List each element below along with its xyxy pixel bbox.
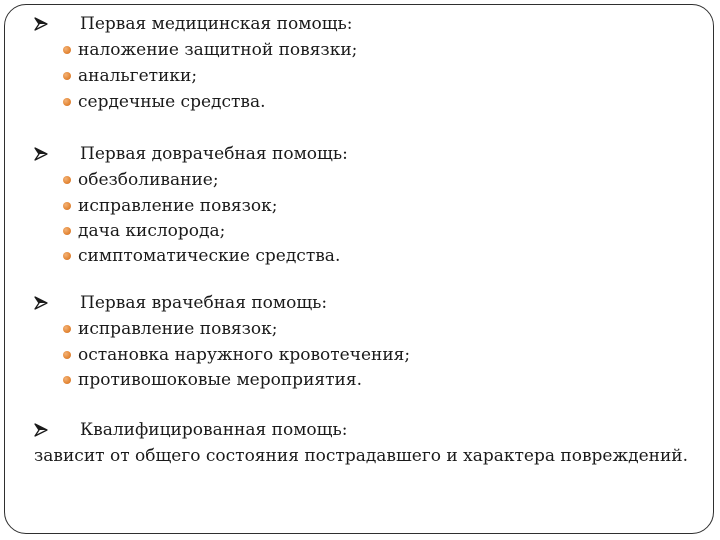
list-item: исправление повязок;	[78, 196, 278, 216]
list-item: наложение защитной повязки;	[78, 40, 358, 60]
dot-bullet-icon	[63, 227, 71, 235]
list-item: симптоматические средства.	[78, 246, 341, 266]
list-item: противошоковые мероприятия.	[78, 370, 362, 390]
dot-bullet-icon	[63, 98, 71, 106]
dot-bullet-icon	[63, 252, 71, 260]
dot-bullet-icon	[63, 376, 71, 384]
section-body: зависит от общего состояния пострадавшего и характера повреждений.	[34, 446, 689, 466]
arrowhead-bullet-icon	[34, 17, 48, 31]
section-heading: Первая врачебная помощь:	[80, 293, 328, 313]
dot-bullet-icon	[63, 72, 71, 80]
list-item: исправление повязок;	[78, 319, 278, 339]
list-item: обезболивание;	[78, 170, 219, 190]
list-item: анальгетики;	[78, 66, 198, 86]
section-heading: Квалифицированная помощь:	[80, 420, 348, 440]
dot-bullet-icon	[63, 325, 71, 333]
section-heading: Первая медицинская помощь:	[80, 14, 353, 34]
list-item: сердечные средства.	[78, 92, 266, 112]
list-item: остановка наружного кровотечения;	[78, 345, 411, 365]
arrowhead-bullet-icon	[34, 147, 48, 161]
arrowhead-bullet-icon	[34, 423, 48, 437]
dot-bullet-icon	[63, 351, 71, 359]
dot-bullet-icon	[63, 176, 71, 184]
list-item: дача кислорода;	[78, 221, 226, 241]
section-heading: Первая доврачебная помощь:	[80, 144, 348, 164]
dot-bullet-icon	[63, 202, 71, 210]
arrowhead-bullet-icon	[34, 296, 48, 310]
dot-bullet-icon	[63, 46, 71, 54]
